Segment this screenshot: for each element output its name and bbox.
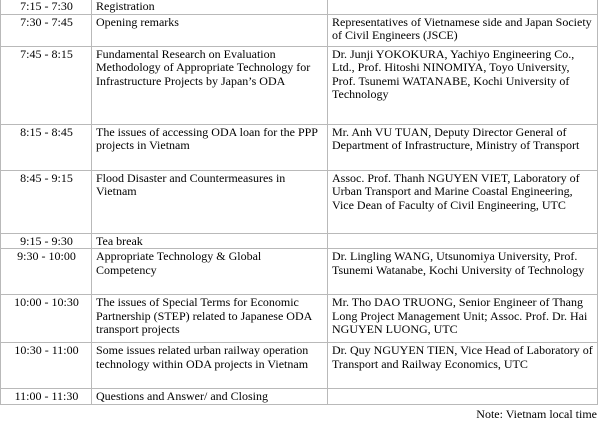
time-cell: 9:15 - 9:30 <box>1 233 92 249</box>
speakers-cell: Dr. Junji YOKOKURA, Yachiyo Engineering Co., Ltd., Prof. Hitoshi NINOMIYA, Toyo University, Prof. Tsunemi WATANABE, Kochi University of Technology <box>328 46 598 124</box>
speakers-cell: Mr. Anh VU TUAN, Deputy Director General of Department of Infrastructure, Ministry of Transport <box>328 124 598 170</box>
table-row <box>1 124 598 170</box>
session-cell: Some issues related urban railway operation technology within ODA projects in Vietnam <box>92 343 328 389</box>
speakers-cell <box>328 389 598 405</box>
table-row <box>1 46 598 124</box>
session-cell: Tea break <box>92 233 328 249</box>
time-cell: 10:00 - 10:30 <box>1 295 92 343</box>
session-cell: The issues of accessing ODA loan for the PPP projects in Vietnam <box>92 124 328 170</box>
speakers-cell: Dr. Lingling WANG, Utsunomiya University, Prof. Tsunemi Watanabe, Kochi University of Technology <box>328 249 598 295</box>
session-cell: Flood Disaster and Countermeasures in Vietnam <box>92 170 328 233</box>
speakers-cell: Mr. Tho DAO TRUONG, Senior Engineer of Thang Long Project Management Unit; Assoc. Prof. Dr. Hai NGUYEN LUONG, UTC <box>328 295 598 343</box>
speakers-cell: Representatives of Vietnamese side and Japan Society of Civil Engineers (JSCE) <box>328 14 598 46</box>
timezone-note: Note: Vietnam local time <box>476 407 597 421</box>
time-cell: 7:30 - 7:45 <box>1 14 92 46</box>
speakers-cell: Dr. Quy NGUYEN TIEN, Vice Head of Laboratory of Transport and Railway Economics, UTC <box>328 343 598 389</box>
session-cell: Opening remarks <box>92 14 328 46</box>
session-cell: Appropriate Technology & Global Competency <box>92 249 328 295</box>
time-cell: 11:00 - 11:30 <box>1 389 92 405</box>
time-cell: 7:15 - 7:30 <box>1 0 92 14</box>
speakers-cell <box>328 0 598 14</box>
session-cell: The issues of Special Terms for Economic Partnership (STEP) related to Japanese ODA transport projects <box>92 295 328 343</box>
time-cell: 7:45 - 8:15 <box>1 46 92 124</box>
speakers-cell: Assoc. Prof. Thanh NGUYEN VIET, Laboratory of Urban Transport and Marine Coastal Engineering, Vice Dean of Faculty of Civil Engineering, UTC <box>328 170 598 233</box>
time-cell: 8:45 - 9:15 <box>1 170 92 233</box>
speakers-cell <box>328 233 598 249</box>
table-row <box>1 0 598 14</box>
time-cell: 9:30 - 10:00 <box>1 249 92 295</box>
table-row <box>1 249 598 295</box>
table-row <box>1 389 598 405</box>
session-cell: Questions and Answer/ and Closing <box>92 389 328 405</box>
table-row <box>1 295 598 343</box>
table-row <box>1 233 598 249</box>
table-row <box>1 14 598 46</box>
table-row <box>1 170 598 233</box>
table-row <box>1 343 598 389</box>
session-cell: Registration <box>92 0 328 14</box>
time-cell: 10:30 - 11:00 <box>1 343 92 389</box>
session-cell: Fundamental Research on Evaluation Methodology of Appropriate Technology for Infrastructure Projects by Japan’s ODA <box>92 46 328 124</box>
time-cell: 8:15 - 8:45 <box>1 124 92 170</box>
